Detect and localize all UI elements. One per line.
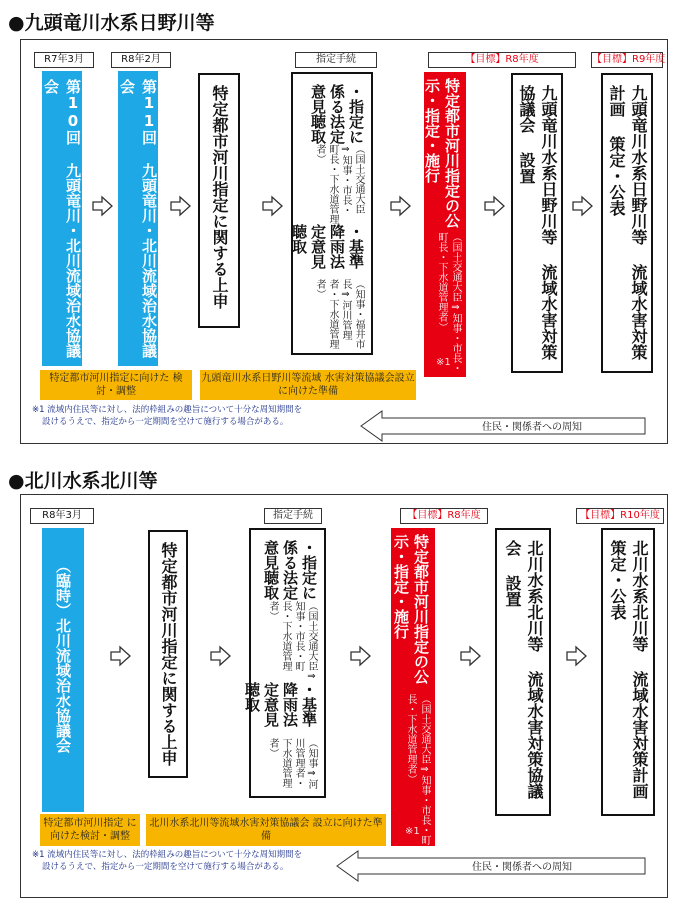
yellow-task-bar: 特定都市河川指定 に向けた検討・調整 [40,814,140,846]
section-title: ●九頭竜川水系日野川等 [8,12,215,34]
meeting-box: 第10回 九頭竜川・北川流域治水協議会 [42,71,82,366]
announcement-title: 特定都市河川指定の公示・指定・施行 [392,534,430,684]
date-label: R7年3月 [34,52,94,68]
notice-label: 住民・関係者への周知 [482,422,582,433]
hollow-right-arrow-icon [460,646,482,666]
hollow-right-arrow-icon [390,196,412,216]
hollow-right-arrow-icon [262,196,284,216]
hollow-right-arrow-icon [572,196,594,216]
footnote-mark: ※1 [405,826,420,837]
plan-box: 北川水系北川等 流域水害対策計画 策定・公表 [601,528,655,816]
section-title: ●北川水系北川等 [8,470,158,492]
procedure-header: 指定手続 [295,52,377,68]
target-header: 【目標】R9年度 [591,52,663,68]
announcement-title: 特定都市河川指定の公示・指定・施行 [423,78,461,228]
hollow-right-arrow-icon [484,196,506,216]
announcement-sub: （国土交通大臣⇒知事・市長・町長・下水道管理者） [405,694,430,846]
yellow-task-bar: 北川水系北川等流域水害対策協議会 設立に向けた準備 [146,814,386,846]
announcement-sub: （国土交通大臣⇒知事・市長・町長・下水道管理者） [436,231,461,373]
footnote-line: ※1 流域内住民等に対し、法的枠組みの趣旨について十分な周知期間を [32,405,303,415]
council-box: 九頭竜川水系日野川等 流域水害対策協議会 設置 [511,73,563,373]
hollow-right-arrow-icon [110,646,132,666]
hollow-right-arrow-icon [92,196,114,216]
meeting-box: 第11回 九頭竜川・北川流域治水協議会 [118,71,158,366]
procedure-sub: （知事・福井市長⇒河川管理者・下水道管理者） [314,279,364,350]
procedure-sub: （国土交通大臣⇒知事・市長・町長・下水道管理者） [267,600,317,682]
procedure-header: 指定手続 [264,508,322,524]
announcement-box [424,72,466,377]
plan-box: 九頭竜川水系日野川等 流域水害対策計画 策定・公表 [601,73,653,373]
procedure-line: ・基準降雨法定意見聴取 [290,224,365,270]
hollow-right-arrow-icon [170,196,192,216]
footnote-mark: ※1 [436,357,451,368]
petition-box: 特定都市河川指定に関する上申 [198,73,240,328]
announcement-box [391,528,435,846]
date-label: R8年3月 [30,508,94,524]
hollow-right-arrow-icon [350,646,372,666]
council-box: 北川水系北川等 流域水害対策協議会 設置 [495,528,551,816]
procedure-box [243,528,326,798]
target-header: 【目標】R8年度 [428,52,576,68]
meeting-box: （臨時）北川流域治水協議会 [42,528,84,812]
procedure-line: ・指定に係る法定意見聴取 [309,84,365,144]
hollow-right-arrow-icon [566,646,588,666]
target-header: 【目標】R10年度 [576,508,664,524]
date-label: R8年2月 [111,52,171,68]
procedure-sub: （国土交通大臣⇒知事・市長・町長・下水道管理者） [314,144,364,224]
petition-box: 特定都市河川指定に関する上申 [148,530,188,778]
procedure-line: ・指定に係る法定意見聴取 [262,540,318,600]
footnote-line: 設けるうえで、指定から一定期間を空けて施行する場合がある。 [42,417,289,427]
yellow-task-bar: 九頭竜川水系日野川等流域 水害対策協議会設立に向けた準備 [200,370,416,400]
target-header: 【目標】R8年度 [400,508,488,524]
hollow-right-arrow-icon [210,646,232,666]
yellow-task-bar: 特定都市河川指定に向けた 検討・調整 [40,370,192,400]
procedure-line: ・基準降雨法定意見聴取 [243,682,318,728]
procedure-sub: （知事⇒河川管理者・下水道管理者） [267,738,317,790]
footnote-line: 設けるうえで、指定から一定期間を空けて施行する場合がある。 [42,862,289,872]
footnote-line: ※1 流域内住民等に対し、法的枠組みの趣旨について十分な周知期間を [32,850,303,860]
procedure-box [291,72,373,355]
notice-label: 住民・関係者への周知 [472,862,572,873]
